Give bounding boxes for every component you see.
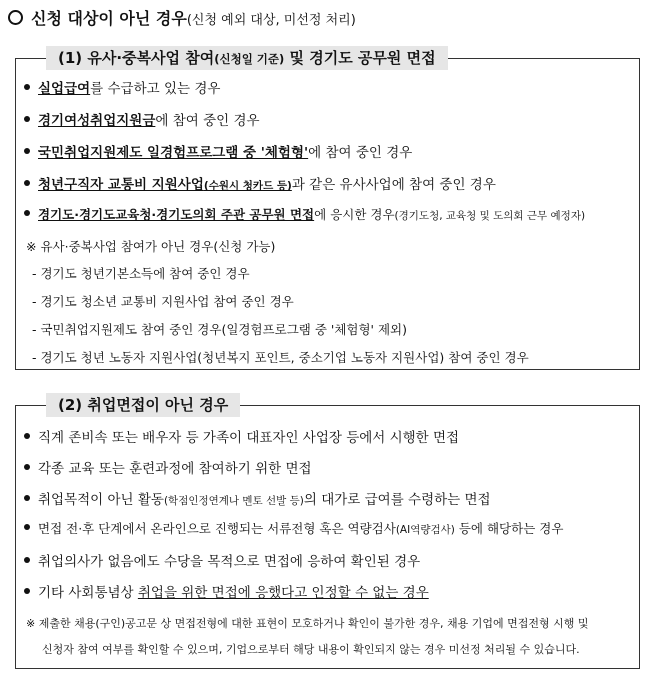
list-item (24, 173, 496, 193)
header-subtitle: (신청 예외 대상, 미선정 처리) (186, 13, 356, 28)
bullet-icon (24, 588, 30, 594)
item-small: (학점인정연계나 멘토 선발 등) (163, 495, 304, 507)
item-small: (경기도청, 교육청 및 도의회 근무 예정자) (394, 210, 586, 222)
item-text: 과 같은 유사사업에 참여 중인 경우 (291, 177, 496, 193)
item-bold: 경기여성취업지원금 (38, 113, 156, 129)
list-item (24, 77, 220, 97)
section1-title-main: (1) 유사·중복사업 참여 (58, 49, 215, 67)
exception-item: - 경기도 청년 노동자 지원사업(청년복지 포인트, 중소기업 노동자 지원사업) 참여 중인 경우 (32, 350, 529, 365)
item-text: 기타 사회통념상 (38, 585, 138, 601)
exception-note: ※ 유사·중복사업 참여가 아닌 경우(신청 가능) (26, 239, 276, 254)
item-text: 취업의사가 없음에도 수당을 목적으로 면접에 응하여 확인된 경우 (38, 554, 421, 570)
item-bold: 청년구직자 교통비 지원사업 (38, 177, 204, 193)
item-bold: 경기도·경기도교육청·경기도의회 주관 공무원 면접 (38, 207, 315, 222)
bullet-icon (24, 557, 30, 563)
list-item (24, 205, 585, 223)
header-title: 신청 대상이 아닌 경우 (31, 9, 187, 28)
item-text: 에 응시한 경우 (314, 207, 395, 222)
item-text: 의 대가로 급여를 수령하는 면접 (303, 492, 491, 508)
item-text: 각종 교육 또는 훈련과정에 참여하기 위한 면접 (38, 461, 312, 477)
item-bold: 국민취업지원제도 일경험프로그램 중 '체험형' (38, 145, 309, 161)
item-small: (AI역량검사) (395, 524, 455, 536)
bullet-icon (24, 210, 30, 216)
item-text: 직계 존비속 또는 배우자 등 가족이 대표자인 사업장 등에서 시행한 면접 (38, 430, 460, 446)
bullet-icon (24, 116, 30, 122)
list-item (24, 550, 420, 570)
item-text: 취업목적이 아닌 활동 (38, 492, 164, 508)
item-text: 에 참여 중인 경우 (308, 145, 413, 161)
section1-box (15, 49, 640, 370)
list-item (24, 457, 312, 477)
exception-item: - 국민취업지원제도 참여 중인 경우(일경험프로그램 중 '체험형' 제외) (32, 322, 407, 337)
bullet-icon (24, 433, 30, 439)
item-text: 면접 전·후 단계에서 온라인으로 진행되는 서류전형 혹은 역량검사 (38, 521, 396, 536)
list-item (24, 519, 563, 537)
bullet-icon (24, 524, 30, 530)
footnote-line: ※ 제출한 채용(구인)공고문 상 면접전형에 대한 표현이 모호하거나 확인이 불가한 경우, 채용 기업에 면접전형 시행 및 (26, 617, 589, 630)
list-item (24, 109, 260, 129)
item-text: 를 수급하고 있는 경우 (90, 81, 221, 97)
section1-title (46, 46, 448, 70)
bullet-icon (24, 464, 30, 470)
list-item (24, 488, 491, 508)
item-text: 등에 해당하는 경우 (454, 521, 564, 536)
list-item (24, 141, 412, 161)
bullet-icon (24, 148, 30, 154)
section2-title: (2) 취업면접이 아닌 경우 (46, 393, 240, 417)
item-underline: 취업을 위한 면접에 응했다고 인정할 수 없는 경우 (137, 585, 429, 601)
list-item (24, 581, 429, 601)
footnote-line: 신청자 참여 여부를 확인할 수 있으며, 기업으로부터 해당 내용이 확인되지 않는 경우 미선정 처리될 수 있습니다. (42, 643, 580, 656)
section-header (8, 6, 356, 29)
exception-item: - 경기도 청년기본소득에 참여 중인 경우 (32, 266, 250, 281)
exception-item: - 경기도 청소년 교통비 지원사업 참여 중인 경우 (32, 294, 294, 309)
bullet-icon (24, 84, 30, 90)
item-bold: 실업급여 (38, 81, 91, 97)
item-text: 에 참여 중인 경우 (155, 113, 260, 129)
circle-bullet-icon (8, 10, 23, 25)
list-item (24, 426, 459, 446)
section2-box (15, 396, 640, 669)
section1-title-small: (신청일 기준) (214, 52, 285, 66)
section1-title-tail: 및 경기도 공무원 면접 (284, 49, 436, 67)
bullet-icon (24, 180, 30, 186)
bullet-icon (24, 495, 30, 501)
item-bold-small: (수원시 청카드 등) (203, 180, 292, 192)
